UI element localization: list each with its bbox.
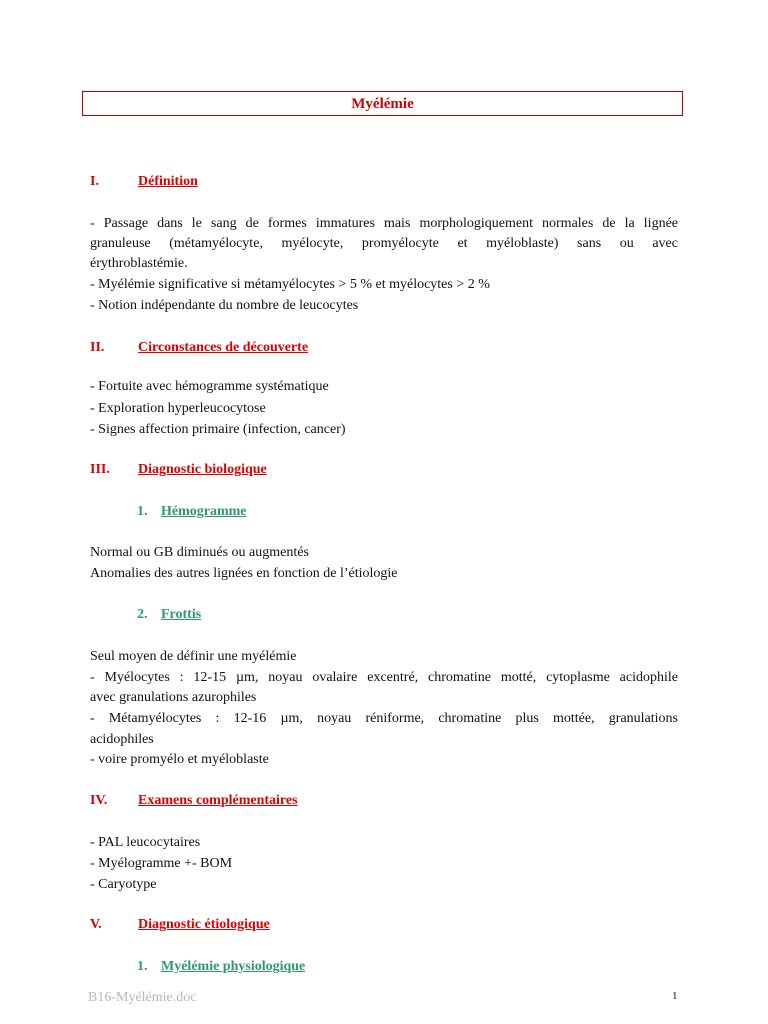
paragraph-line: - Métamyélocytes : 12-16 µm, noyau réniforme, chromatine plus mottée, granulations xyxy=(90,711,678,726)
footer-filename: B16-Myélémie.doc xyxy=(88,990,197,1005)
paragraph-line: érythroblastémie. xyxy=(90,256,188,271)
paragraph-line: granuleuse (métamyélocyte, myélocyte, promyélocyte et myéloblaste) sans ou avec xyxy=(90,236,678,251)
paragraph-line: Normal ou GB diminués ou augmentés xyxy=(90,545,309,560)
paragraph-line: Anomalies des autres lignées en fonction de l’étiologie xyxy=(90,566,398,581)
section-title: Examens complémentaires xyxy=(138,793,298,808)
section-title: Diagnostic étiologique xyxy=(138,917,270,932)
subsection-number: 1. xyxy=(137,959,148,974)
subsection-title: Frottis xyxy=(161,607,202,622)
list-item: - Exploration hyperleucocytose xyxy=(90,401,266,416)
section-number: V. xyxy=(90,917,102,932)
list-item: - Fortuite avec hémogramme systématique xyxy=(90,379,329,394)
paragraph-line: acidophiles xyxy=(90,732,154,747)
paragraph-line: - Passage dans le sang de formes immatures mais morphologiquement normales de la lignée xyxy=(90,216,678,231)
paragraph-line: Seul moyen de définir une myélémie xyxy=(90,649,297,664)
subsection-number: 2. xyxy=(137,607,148,622)
paragraph-line: avec granulations azurophiles xyxy=(90,690,257,705)
section-number: III. xyxy=(90,462,110,477)
list-item: - PAL leucocytaires xyxy=(90,835,201,850)
subsection-title: Myélémie physiologique xyxy=(161,959,306,974)
section-title: Définition xyxy=(138,174,198,189)
paragraph-line: - Myélocytes : 12-15 µm, noyau ovalaire excentré, chromatine motté, cytoplasme acidophile xyxy=(90,670,678,685)
list-item: - Signes affection primaire (infection, cancer) xyxy=(90,422,346,437)
paragraph-line: - voire promyélo et myéloblaste xyxy=(90,752,269,767)
page-title: Myélémie xyxy=(351,96,414,112)
title-box xyxy=(82,91,683,116)
paragraph-line: - Myélémie significative si métamyélocytes > 5 % et myélocytes > 2 % xyxy=(90,277,490,292)
list-item: - Caryotype xyxy=(90,877,157,892)
section-number: I. xyxy=(90,174,99,189)
section-number: IV. xyxy=(90,793,108,808)
list-item: - Myélogramme +- BOM xyxy=(90,856,233,871)
footer-page-number: 1 xyxy=(672,990,678,1002)
section-title: Circonstances de découverte xyxy=(138,340,309,355)
section-number: II. xyxy=(90,340,105,355)
subsection-title: Hémogramme xyxy=(161,504,247,519)
subsection-number: 1. xyxy=(137,504,148,519)
paragraph-line: - Notion indépendante du nombre de leucocytes xyxy=(90,298,359,313)
section-title: Diagnostic biologique xyxy=(138,462,267,477)
